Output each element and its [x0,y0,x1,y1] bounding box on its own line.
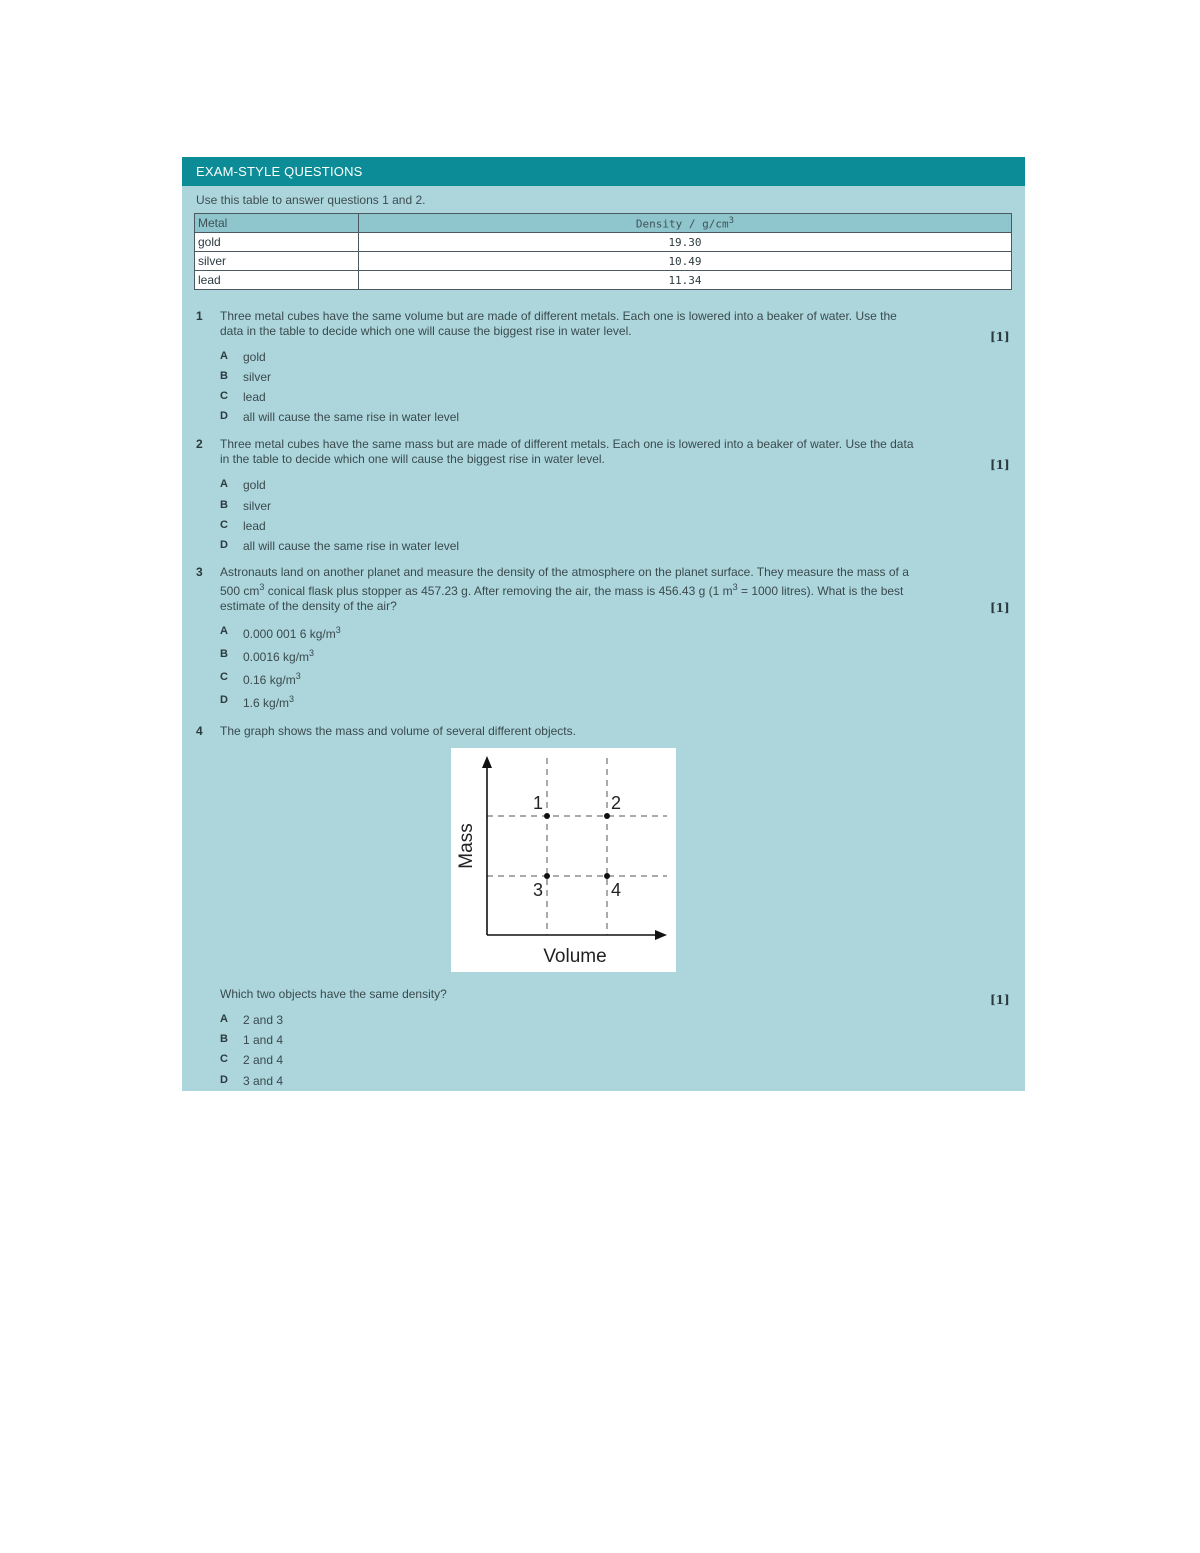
option-letter: A [220,625,228,637]
section-title: EXAM-STYLE QUESTIONS [196,164,363,179]
option-text: 3 and 4 [243,1074,284,1088]
option-text: 2 and 4 [243,1053,284,1067]
graph-svg [451,748,676,972]
question-text: Three metal cubes have the same mass but are made of different metals. Each one is lowered into a beaker of water. Use the data in the table to decide which one will cause the biggest rise in water level. [220,437,914,466]
header-metal: Metal [195,214,359,233]
table-row [195,252,1012,271]
question-text: Three metal cubes have the same volume but are made of different metals. Each one is lowered into a beaker of water. Use the data in the table to decide which one will cause the biggest rise in water level. [220,309,897,338]
option-text: 0.000 001 6 $kg/m^3$ [243,625,341,641]
x-axis-label: Volume [543,946,607,967]
graph-point-3 [544,873,550,879]
option-letter: C [220,519,228,531]
option-text: 0.16 $kg/m^3$ [243,671,301,687]
graph-point-2 [604,813,610,819]
option-text: silver [243,370,272,384]
option-text: 0.0016 $kg/m^3$ [243,648,315,664]
option-letter: D [220,410,228,422]
volume-axis-arrow-icon [655,930,667,940]
option-text: lead [243,390,266,404]
option-text: all will cause the same rise in water level [243,410,460,424]
question-number: 4 [196,724,203,738]
option-text: all will cause the same rise in water level [243,539,460,553]
option-letter: D [220,1074,228,1086]
metal-cell: silver [195,252,359,271]
graph-point-label: 2 [611,793,622,813]
question-number: 3 [196,565,203,579]
graph-point-4 [604,873,610,879]
mass-axis-arrow-icon [482,756,492,768]
question-mark: [1] [990,330,1010,344]
metal-cell: gold [195,233,359,252]
graph-point-1 [544,813,550,819]
option-letter: B [220,648,228,660]
table-row [195,233,1012,252]
question-mark: [1] [990,458,1010,472]
option-text: 1.6 $kg/m^3$ [243,694,295,710]
question-text: Which two objects have the same density? [220,987,447,1001]
graph-point-label: 3 [532,880,543,900]
density-cell: 19.30 [359,233,1012,252]
option-text: gold [243,350,266,364]
density-cell: 10.49 [359,252,1012,271]
mass-volume-graph [451,748,676,972]
option-text: 1 and 4 [243,1033,284,1047]
table-intro: Use this table to answer questions 1 and 2. [196,193,426,207]
graph-point-label: 4 [611,880,622,900]
density-table [194,213,1012,290]
graph-point-label: 1 [532,793,543,813]
option-text: 2 and 3 [243,1013,284,1027]
question-text: The graph shows the mass and volume of several different objects. [220,724,576,738]
option-letter: B [220,370,228,382]
question-text: Astronauts land on another planet and measure the density of the atmosphere on the planet surface. They measure the mass of a 500 $cm^3$ conical flask plus stopper as 457.23 g. After removing the air, the mass is 456.43 g (1 $m^3 = 1000$ litres). What is the best estimate of the density of the air? [220,565,909,613]
option-letter: B [220,499,228,511]
question-number: 1 [196,309,203,323]
option-letter: A [220,350,228,362]
option-letter: A [220,478,228,490]
option-text: silver [243,499,272,513]
option-letter: C [220,671,228,683]
option-text: gold [243,478,266,492]
y-axis-label: Mass [456,823,477,869]
header-density: Density / $g/cm^3$ [359,214,1012,233]
exam-questions-panel [182,157,1025,1091]
option-letter: C [220,1053,228,1065]
option-letter: B [220,1033,228,1045]
metal-cell: lead [195,271,359,290]
table-row [195,271,1012,290]
question-mark: [1] [990,993,1010,1007]
section-header [182,157,1025,186]
option-letter: C [220,390,228,402]
question-number: 2 [196,437,203,451]
option-text: lead [243,519,266,533]
question-mark: [1] [990,601,1010,615]
density-cell: 11.34 [359,271,1012,290]
option-letter: D [220,539,228,551]
option-letter: A [220,1013,228,1025]
table-header-row [195,214,1012,233]
option-letter: D [220,694,228,706]
